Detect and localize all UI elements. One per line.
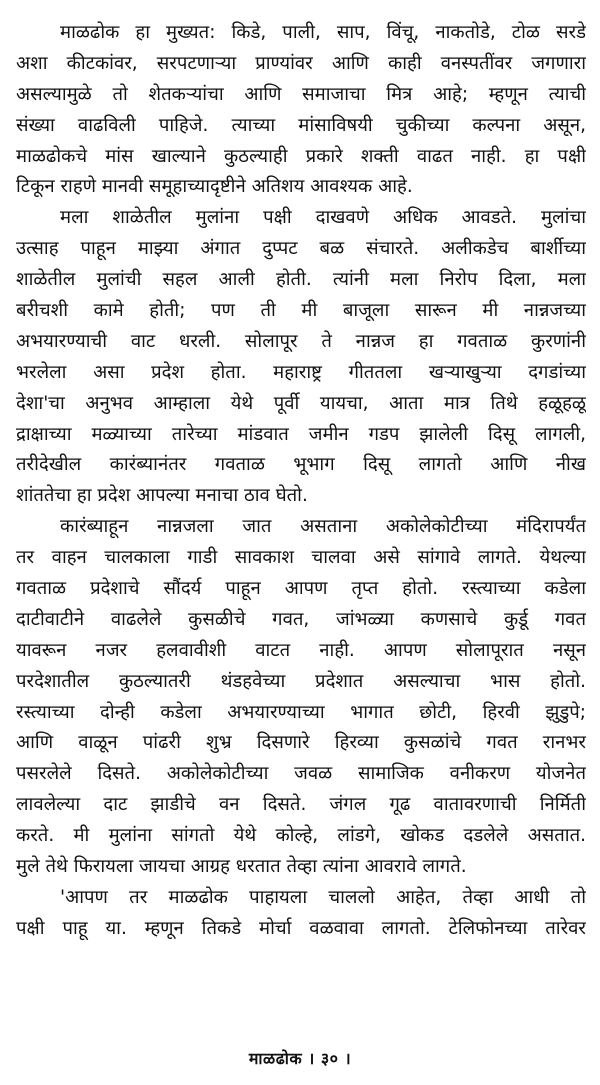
text-line: संख्या वाढविली पाहिजे. त्याच्या मांसाविषयी चुकीच्या कल्पना असून, <box>16 114 586 136</box>
text-line: करते. मी मुलांना सांगतो येथे कोल्हे, लांडगे, खोकड दडलेले असतात. <box>16 825 586 847</box>
text-line: परदेशातील कुठल्यातरी थंडहवेच्या प्रदेशात असल्याचा भास होतो. <box>16 670 586 692</box>
text-line: भरलेला असा प्रदेश होता. महाराष्ट्र गीततला खऱ्याखुऱ्या दगडांच्या <box>16 361 586 383</box>
text-line: पक्षी पाहू या. म्हणून तिकडे मोर्चा वळवावा लागतो. टेलिफोनच्या तारेवर <box>16 917 586 939</box>
text-line: असल्यामुळे तो शेतकऱ्यांचा आणि समाजाचा मित्र आहे; म्हणून त्याची <box>16 83 586 105</box>
text-line: कारंब्याहून नान्नजला जात असताना अकोलेकोटीच्या मंदिरापर्यंत <box>60 516 586 538</box>
text-line: रस्त्याच्या दोन्ही कडेला अभयारण्याच्या भागात छोटी, हिरवी झुडुपे; <box>16 701 586 723</box>
text-line: शाळेतील मुलांची सहल आली होती. त्यांनी मला निरोप दिला, मला <box>16 269 586 291</box>
text-line: देशा'चा अनुभव आम्हाला येथे पूर्वी यायचा, आता मात्र तिथे हळूहळू <box>16 392 586 414</box>
text-line: द्राक्षाच्या मळ्याच्या तारेच्या मांडवात जमीन गडप झालेली दिसू लागली, <box>16 423 586 445</box>
text-line: लावलेल्या दाट झाडीचे वन दिसते. जंगल गूढ वातावरणाची निर्मिती <box>16 794 586 816</box>
paragraph-4 <box>16 883 586 945</box>
paragraph-3 <box>16 512 586 883</box>
text-line: टिकून राहणे मानवी समूहाच्यादृष्टीने अतिशय आवश्यक आहे. <box>16 176 413 198</box>
text-line: मला शाळेतील मुलांना पक्षी दाखवणे अधिक आवडते. मुलांचा <box>60 207 586 229</box>
text-line: उत्साह पाहून माझ्या अंगात दुप्पट बळ संचारते. अलीकडेच बार्शीच्या <box>16 238 586 260</box>
text-line: गवताळ प्रदेशाचे सौंदर्य पाहून आपण तृप्त होतो. रस्त्याच्या कडेला <box>16 578 586 600</box>
paragraph-1 <box>16 18 586 203</box>
text-line: मुले तेथे फिरायला जायचा आग्रह धरतात तेव्हा त्यांना आवरावे लागते. <box>16 856 467 878</box>
text-line: यावरून नजर हलवावीशी वाटत नाही. आपण सोलापूरात नसून <box>16 639 586 661</box>
paragraph-2 <box>16 203 586 512</box>
page-body <box>16 18 586 1018</box>
text-line: अशा कीटकांवर, सरपटणाऱ्या प्राण्यांवर आणि काही वनस्पतींवर जगणारा <box>16 52 586 74</box>
text-line: 'आपण तर माळढोक पाहायला चाललो आहेत, तेव्हा आधी तो <box>60 886 586 908</box>
text-line: माळढोक हा मुख्यत: किडे, पाली, साप, विंचू, नाकतोडे, टोळ सरडे <box>60 22 586 43</box>
text-line: तर वाहन चालकाला गाडी सावकाश चालवा असे सांगावे लागते. येथल्या <box>16 547 586 569</box>
text-line: बरीचशी कामे होती; पण ती मी बाजूला सारून मी नान्नजच्या <box>16 300 586 322</box>
text-line: पसरलेले दिसते. अकोलेकोटीच्या जवळ सामाजिक वनीकरण योजनेत <box>16 763 586 785</box>
text-line: तरीदेखील कारंब्यानंतर गवताळ भूभाग दिसू लागतो आणि नीख <box>16 454 586 476</box>
text-line: माळढोकचे मांस खाल्याने कुठल्याही प्रकारे शक्ती वाढत नाही. हा पक्षी <box>16 145 586 167</box>
text-line: शांततेचा हा प्रदेश आपल्या मनाचा ठाव घेतो. <box>16 485 308 507</box>
page-footer: माळढोक । ३० । <box>248 1049 352 1068</box>
text-line: अभयारण्याची वाट धरली. सोलापूर ते नान्नज हा गवताळ कुरणांनी <box>16 330 586 352</box>
text-line: आणि वाळून पांढरी शुभ्र दिसणारे हिरव्या कुसळांचे गवत रानभर <box>16 732 586 754</box>
text-line: दाटीवाटीने वाढलेले कुसळीचे गवत, जांभळ्या कणसाचे कुर्डू गवत <box>16 608 586 630</box>
